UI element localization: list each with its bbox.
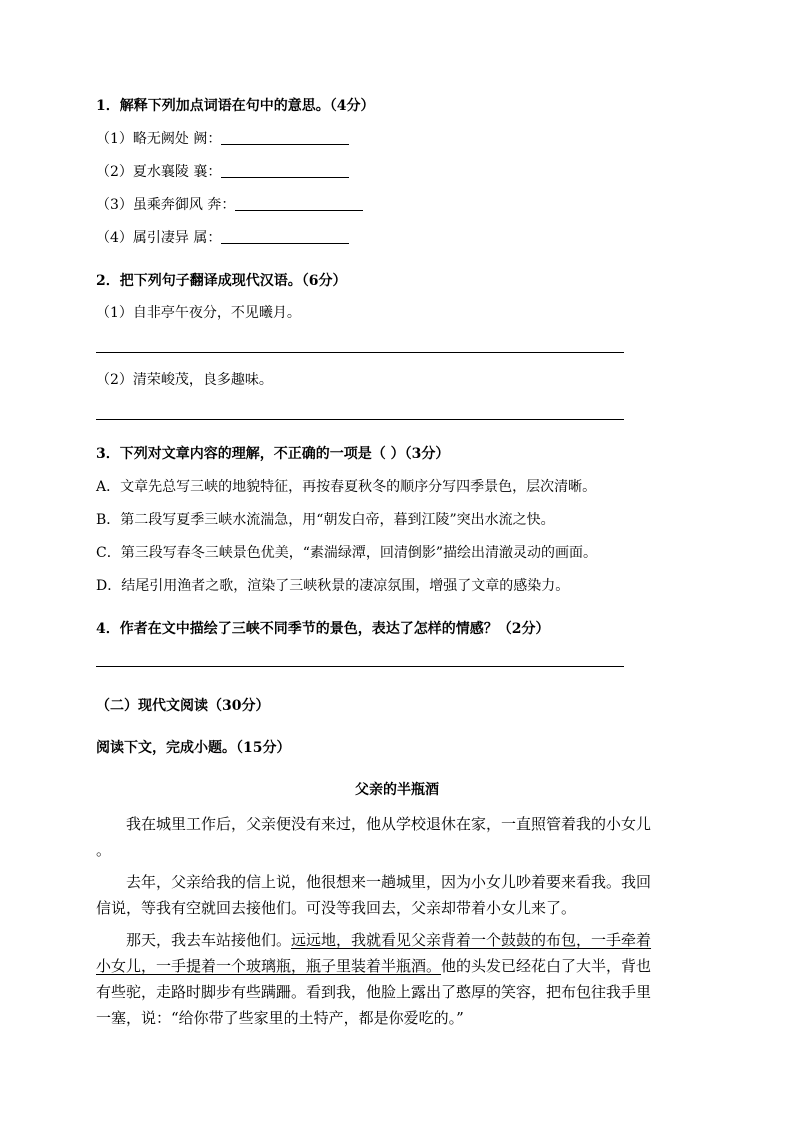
passage-line (96, 956, 651, 976)
q3-option-c: C．第三段写春冬三峡景色优美，“素湍绿潭，回清倒影”描绘出清澈灵动的画面。 (96, 545, 598, 561)
q1-item-1 (96, 129, 349, 149)
answer-blank[interactable] (221, 229, 349, 244)
q1-heading: 1．解释下列加点词语在句中的意思。（4分） (96, 98, 375, 114)
passage-line: 有些驼，走路时脚步有些蹒跚。看到我，他脸上露出了憨厚的笑容，把布包往我手里 (96, 983, 652, 1001)
q3-option-a: A．文章先总写三峡的地貌特征，再按春夏秋冬的顺序分写四季景色，层次清晰。 (96, 479, 597, 495)
q1-item-label: （2）夏水襄陵 襄： (96, 164, 222, 180)
q1-item-2 (96, 162, 349, 182)
underlined-text: 远远地，我就看见父亲背着一个鼓鼓的布包，一手牵着 (291, 931, 652, 949)
passage-text: 那天，我去车站接他们。 (126, 931, 292, 949)
q1-item-label: （4）属引凄异 属： (96, 230, 222, 246)
q3-option-b: B．第二段写夏季三峡水流湍急，用“朝发白帝，暮到江陵”突出水流之快。 (96, 512, 555, 528)
answer-line[interactable] (96, 419, 624, 420)
q1-item-4 (96, 228, 349, 248)
section2-instruction: 阅读下文，完成小题。（15分） (96, 740, 291, 756)
passage-title: 父亲的半瓶酒 (355, 782, 439, 798)
passage-line: 我在城里工作后，父亲便没有来过，他从学校退休在家，一直照管着我的小女儿 (126, 815, 652, 833)
q3-heading: 3．下列对文章内容的理解，不正确的一项是（ ）（3分） (96, 446, 450, 462)
answer-blank[interactable] (221, 163, 349, 178)
answer-line[interactable] (96, 666, 624, 667)
q2-sentence-1: （1）自非亭午夜分，不见曦月。 (96, 305, 301, 321)
underlined-text: 小女儿，一手提着一个玻璃瓶，瓶子里装着半瓶酒。 (96, 957, 442, 975)
passage-line: 信说，等我有空就回去接他们。可没等我回去，父亲却带着小女儿来了。 (96, 899, 577, 917)
passage-line: 。 (96, 841, 112, 859)
section2-heading: （二）现代文阅读（30分） (96, 698, 270, 714)
passage-line: 去年，父亲给我的信上说，他很想来一趟城里，因为小女儿吵着要来看我。我回 (126, 873, 652, 891)
q2-heading: 2．把下列句子翻译成现代汉语。（6分） (96, 273, 347, 289)
q4-heading: 4．作者在文中描绘了三峡不同季节的景色，表达了怎样的情感？（2分） (96, 621, 550, 637)
passage-line (126, 930, 651, 950)
q1-item-label: （3）虽乘奔御风 奔： (96, 197, 236, 213)
q2-sentence-2: （2）清荣峻茂，良多趣味。 (96, 372, 273, 388)
q1-item-3 (96, 195, 363, 215)
passage-line: 一塞，说：“给你带了些家里的土特产，都是你爱吃的。” (96, 1009, 464, 1027)
answer-blank[interactable] (221, 130, 349, 145)
answer-line[interactable] (96, 352, 624, 353)
passage-text: 他的头发已经花白了大半，背也 (441, 957, 652, 975)
q3-option-d: D．结尾引用渔者之歌，渲染了三峡秋景的凄凉氛围，增强了文章的感染力。 (96, 578, 570, 594)
answer-blank[interactable] (235, 196, 363, 211)
q1-item-label: （1）略无阙处 阙： (96, 131, 222, 147)
